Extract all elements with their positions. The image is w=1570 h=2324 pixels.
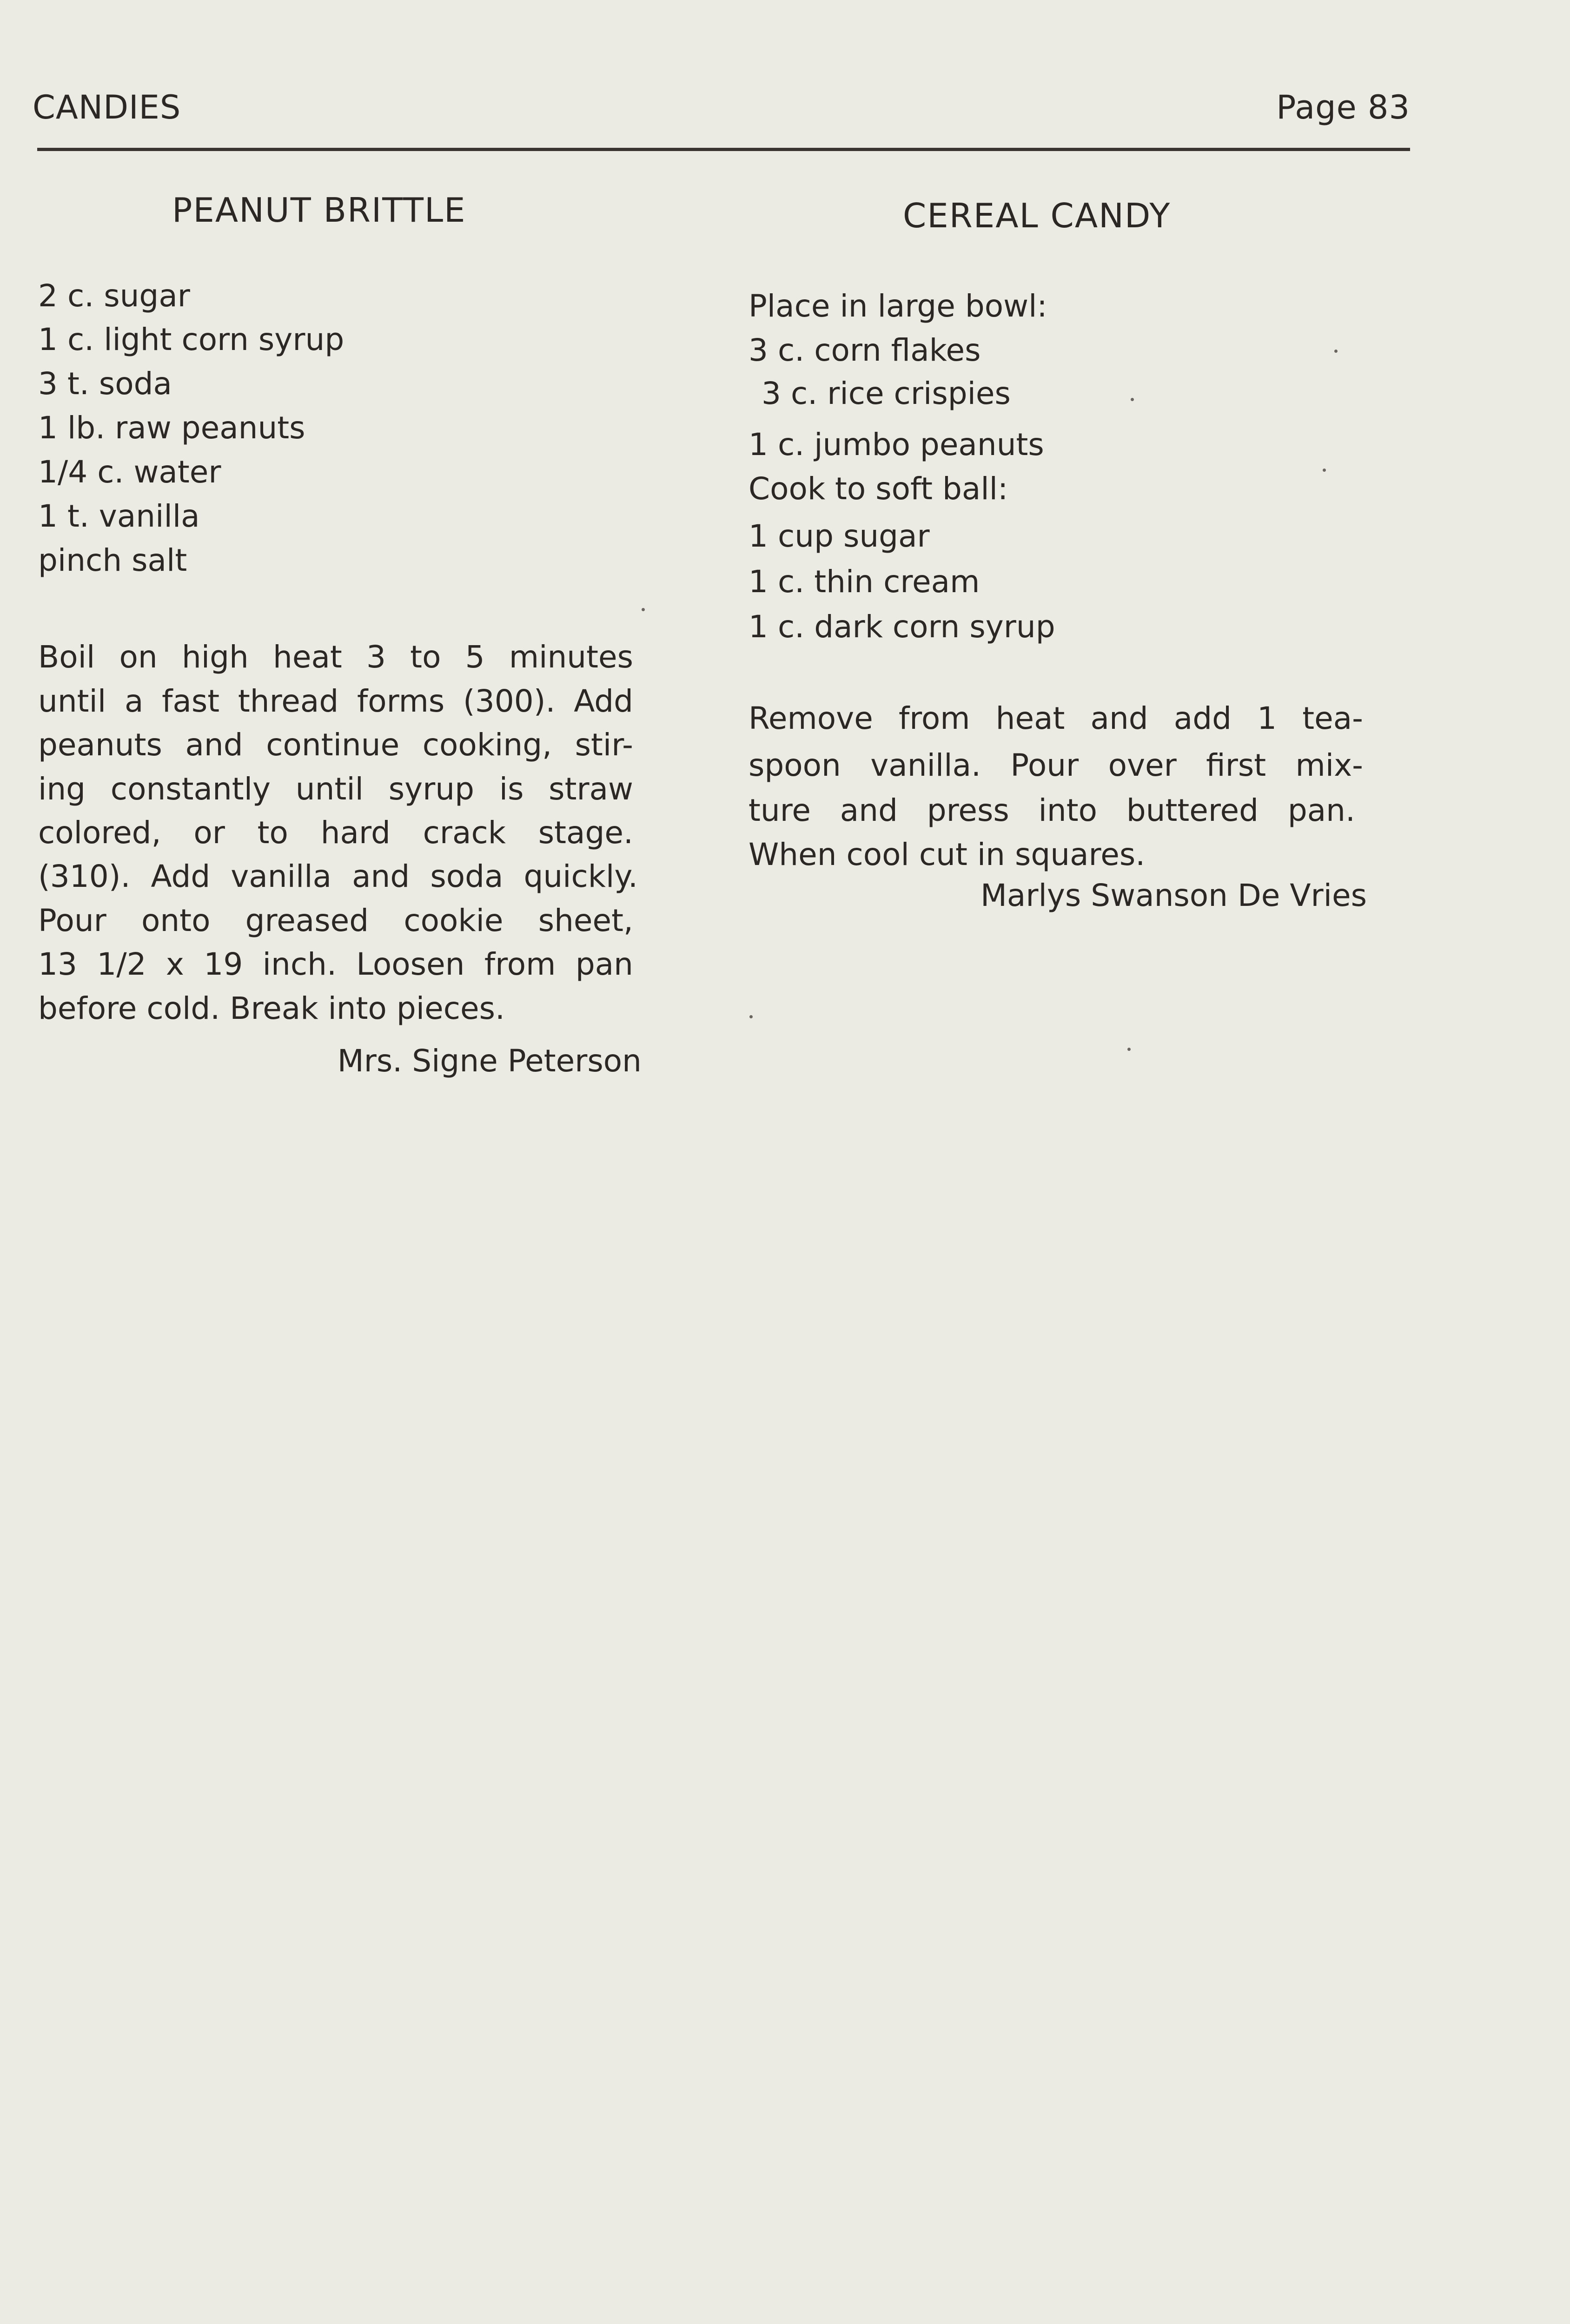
print-speck	[1131, 398, 1134, 401]
print-speck	[1127, 1048, 1131, 1051]
ingredient-line: Cook to soft ball:	[749, 471, 1008, 507]
ingredient-line: 3 t. soda	[38, 366, 172, 402]
recipe-title: CEREAL CANDY	[903, 196, 1171, 235]
print-speck	[749, 1015, 753, 1018]
page-number: Page 83	[1276, 88, 1410, 126]
ingredient-line: 1 c. light corn syrup	[38, 322, 344, 357]
direction-line: Remove from heat and add 1 tea-	[749, 700, 1363, 736]
direction-line: Pour onto greased cookie sheet,	[38, 903, 633, 938]
direction-line: spoon vanilla. Pour over first mix-	[749, 747, 1363, 783]
ingredient-line: 3 c. corn flakes	[749, 332, 981, 368]
direction-line: (310). Add vanilla and soda quickly.	[38, 858, 638, 894]
ingredient-line: 1 c. jumbo peanuts	[749, 427, 1044, 462]
direction-line: until a fast thread forms (300). Add	[38, 683, 633, 719]
ingredient-line: 1/4 c. water	[38, 454, 221, 490]
ingredient-line: 1 cup sugar	[749, 518, 930, 554]
ingredient-line: Place in large bowl:	[749, 288, 1047, 324]
ingredient-line: 2 c. sugar	[38, 278, 190, 314]
direction-line: colored, or to hard crack stage.	[38, 815, 633, 851]
print-speck	[1334, 350, 1338, 353]
direction-line: Boil on high heat 3 to 5 minutes	[38, 639, 633, 675]
direction-line: When cool cut in squares.	[749, 837, 1146, 872]
ingredient-line: 1 lb. raw peanuts	[38, 410, 305, 446]
print-speck	[642, 608, 645, 611]
ingredient-line: 1 c. thin cream	[749, 564, 980, 600]
direction-line: before cold. Break into pieces.	[38, 990, 505, 1026]
ingredient-line: 3 c. rice crispies	[762, 376, 1011, 411]
direction-line: ture and press into buttered pan.	[749, 792, 1355, 828]
recipe-author: Mrs. Signe Peterson	[337, 1043, 642, 1079]
print-speck	[1323, 469, 1326, 472]
ingredient-line: 1 c. dark corn syrup	[749, 609, 1055, 645]
direction-line: ing constantly until syrup is straw	[38, 771, 633, 807]
direction-line: peanuts and continue cooking, stir-	[38, 727, 633, 763]
direction-line: 13 1/2 x 19 inch. Loosen from pan	[38, 946, 633, 982]
recipe-author: Marlys Swanson De Vries	[980, 878, 1367, 913]
section-header: CANDIES	[33, 88, 181, 126]
recipe-title: PEANUT BRITTLE	[172, 191, 466, 230]
ingredient-line: 1 t. vanilla	[38, 498, 200, 534]
header-rule	[37, 148, 1410, 151]
ingredient-line: pinch salt	[38, 542, 187, 578]
